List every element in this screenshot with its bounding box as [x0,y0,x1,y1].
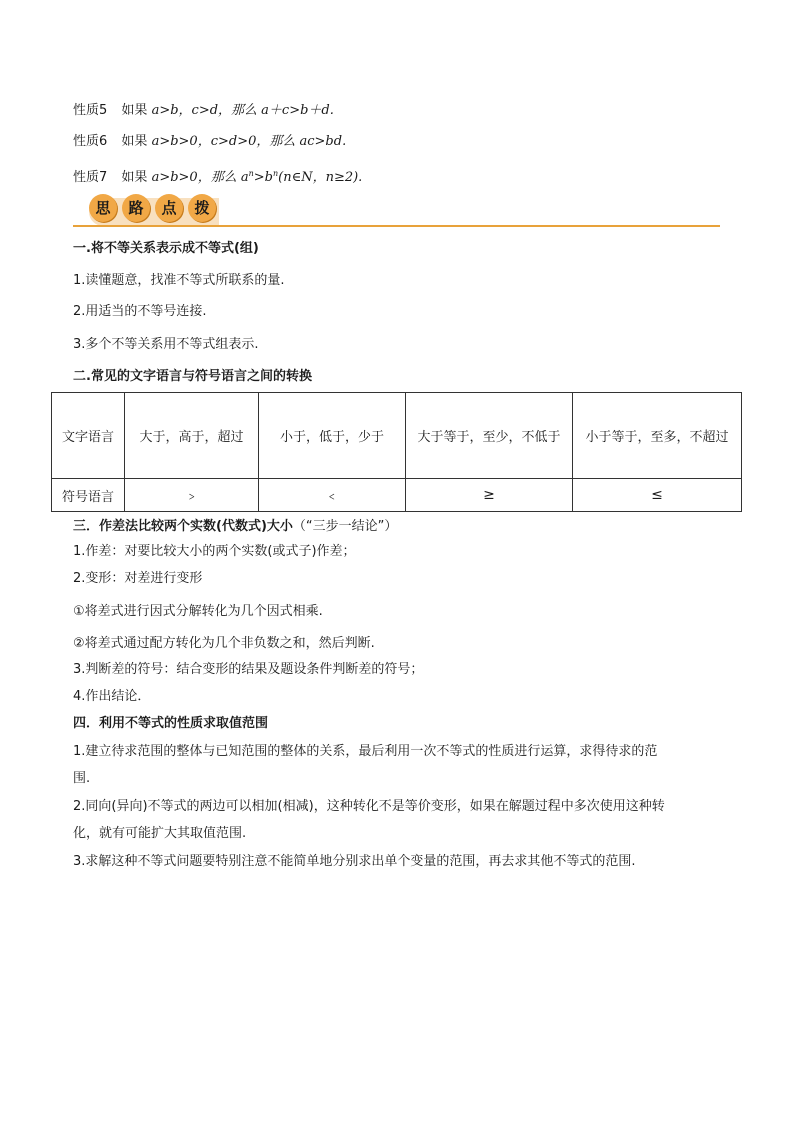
section-4-item: 2.同向(异向)不等式的两边可以相加(相减)，这种转化不是等价变形，如果在解题过程中多次使用这种转 [73,799,665,814]
section-4-item: 1.建立待求范围的整体与已知范围的整体的关系，最后利用一次不等式的性质进行运算，求得待求的范 [73,744,658,759]
property-5 [73,102,334,120]
banner-char: 拨 [188,194,216,222]
table-cell: ≥ [406,479,573,512]
property-statement: a>b>0，c>d>0，那么 ac>bd. [151,134,347,149]
section-4-item: 3.求解这种不等式问题要特别注意不能简单地分别求出单个变量的范围，再去求其他不等式的范围. [73,854,636,869]
section-3-item: 3.判断差的符号：结合变形的结果及题设条件判断差的符号； [73,662,424,677]
table-cell: 小于等于，至多，不超过 [573,393,742,479]
table-row [52,393,742,479]
section-1-title: 一.将不等关系表示成不等式(组) [73,241,259,256]
conversion-table [51,392,742,512]
section-banner [73,192,720,228]
banner-rule [73,225,720,227]
section-1-item: 3.多个不等关系用不等式组表示. [73,337,259,352]
table-cell: ≤ [573,479,742,512]
section-1-item: 2.用适当的不等号连接. [73,304,207,319]
banner-char: 路 [122,194,150,222]
property-statement: a>b，c>d，那么 a＋c>b＋d. [151,103,334,118]
property-7 [73,165,362,187]
table-row [52,479,742,512]
table-cell: ﹤ [259,479,406,512]
table-cell: 大于等于，至少，不低于 [406,393,573,479]
table-cell: 大于，高于，超过 [125,393,259,479]
property-6 [73,133,346,151]
section-3-title-text: 三．作差法比较两个实数(代数式)大小 [73,519,293,534]
property-prefix: 如果 [121,134,148,149]
section-4-item: 化，就有可能扩大其取值范围. [73,826,247,841]
property-name: 性质6 [73,134,108,149]
property-name: 性质5 [73,103,108,118]
banner-char: 思 [89,194,117,222]
section-2-title: 二.常见的文字语言与符号语言之间的转换 [73,369,312,384]
property-prefix: 如果 [121,170,148,185]
section-3-item: ①将差式进行因式分解转化为几个因式相乘. [73,604,323,619]
banner-char: 点 [155,194,183,222]
section-4-item: 围. [73,771,91,786]
property-statement: a>b>0，那么 $a^n>b^n(n\in N$，n≥2). [151,169,363,185]
section-3-item: 4.作出结论． [73,689,151,704]
table-cell: 符号语言 [52,479,125,512]
section-4-title: 四．利用不等式的性质求取值范围 [73,716,269,731]
table-cell: 文字语言 [52,393,125,479]
section-3-subtitle: （“三步一结论”） [292,519,398,534]
section-3-item: 2.变形：对差进行变形 [73,571,203,586]
section-3-title [73,518,397,536]
section-3-item: ②将差式通过配方转化为几个非负数之和，然后判断. [73,636,375,651]
table-cell: 小于，低于，少于 [259,393,406,479]
section-3-item: 1.作差：对要比较大小的两个实数(或式子)作差； [73,544,356,559]
section-1-item: 1.读懂题意，找准不等式所联系的量. [73,273,285,288]
property-prefix: 如果 [121,103,148,118]
property-name: 性质7 [73,170,108,185]
table-cell: ﹥ [125,479,259,512]
